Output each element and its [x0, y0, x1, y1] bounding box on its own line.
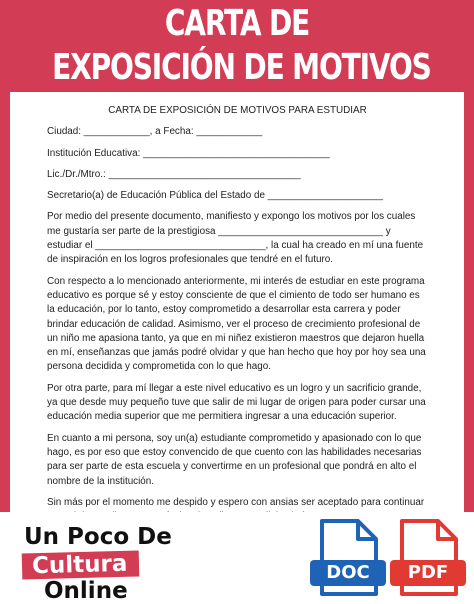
brand-logo: [14, 520, 214, 604]
header-banner: [0, 0, 474, 92]
page-title-line1: CARTA DE: [164, 3, 310, 44]
lic-field: Lic./Dr./Mtro.: ___________________________________: [47, 168, 301, 180]
letter-title: CARTA DE EXPOSICIÓN DE MOTIVOS PARA ESTUDIAR: [108, 105, 367, 116]
pdf-file-icon[interactable]: [396, 518, 460, 598]
pdf-label: PDF: [390, 560, 466, 586]
paragraph-interest: Con respecto a lo mencionado anteriormente, mi interés de estudiar en este programa educativo es porque sé y estoy consciente de que el cimiento de todo ser humano es la educación, por lo tanto, estoy comprometido a desarrollar esta carrera y poder brindar educación de calidad. Asimismo, ver el proceso de crecimiento profesional de un niño me apasiona tanto, ya que en mi niñez existieron maestros que dejaron huella en mí, enseñanzas que jamás podré olvidar y que han hecho que hoy por hoy sea una persona decidida y comprometida con lo que hago.: [47, 275, 426, 373]
doc-label: DOC: [310, 560, 386, 586]
doc-file-graphic: [316, 518, 380, 598]
footer: [0, 512, 474, 604]
institucion-field: Institución Educativa: __________________________________: [47, 147, 330, 159]
paragraph-persona: En cuanto a mi persona, soy un(a) estudiante comprometido y apasionado con lo que hago, es por eso que estoy convencido de que cuento con las habilidades necesarias para ser parte de esta escuela y convertirme en un profesional que pondrá en alto el nombre de la institución.: [47, 432, 422, 487]
page-title-line2: EXPOSICIÓN DE MOTIVOS: [52, 47, 431, 88]
brand-line2: Cultura: [22, 550, 140, 579]
paragraph-intro: Por medio del presente documento, manifiesto y expongo los motivos por los cuales me gustaría ser parte de la prestigiosa ______________________________ y estudiar el _______________________________, la cual ha creado en mí una fuente de inspiración en los logros profesionales que tendré en el futuro.: [47, 211, 424, 266]
paragraph-effort: Por otra parte, para mí llegar a este nivel educativo es un logro y un sacrificio grande, ya que desde muy pequeño tuve que salir de mi lugar de origen para poder cursar una educación media superior que me permitiera ingresar a una educación superior.: [47, 382, 426, 423]
secretario-field: Secretario(a) de Educación Pública del Estado de _____________________: [47, 190, 384, 202]
brand-line3: Online: [44, 578, 128, 604]
pdf-file-graphic: [396, 518, 460, 598]
paragraph-closing: Sin más por el momento me despido y espero con ansias ser aceptado para continuar: [47, 496, 425, 508]
brand-line1: Un Poco De: [24, 524, 172, 550]
doc-file-icon[interactable]: [316, 518, 380, 598]
letter-document: [10, 92, 464, 512]
ciudad-fecha-field: Ciudad: ____________, a Fecha: ____________: [47, 126, 263, 138]
